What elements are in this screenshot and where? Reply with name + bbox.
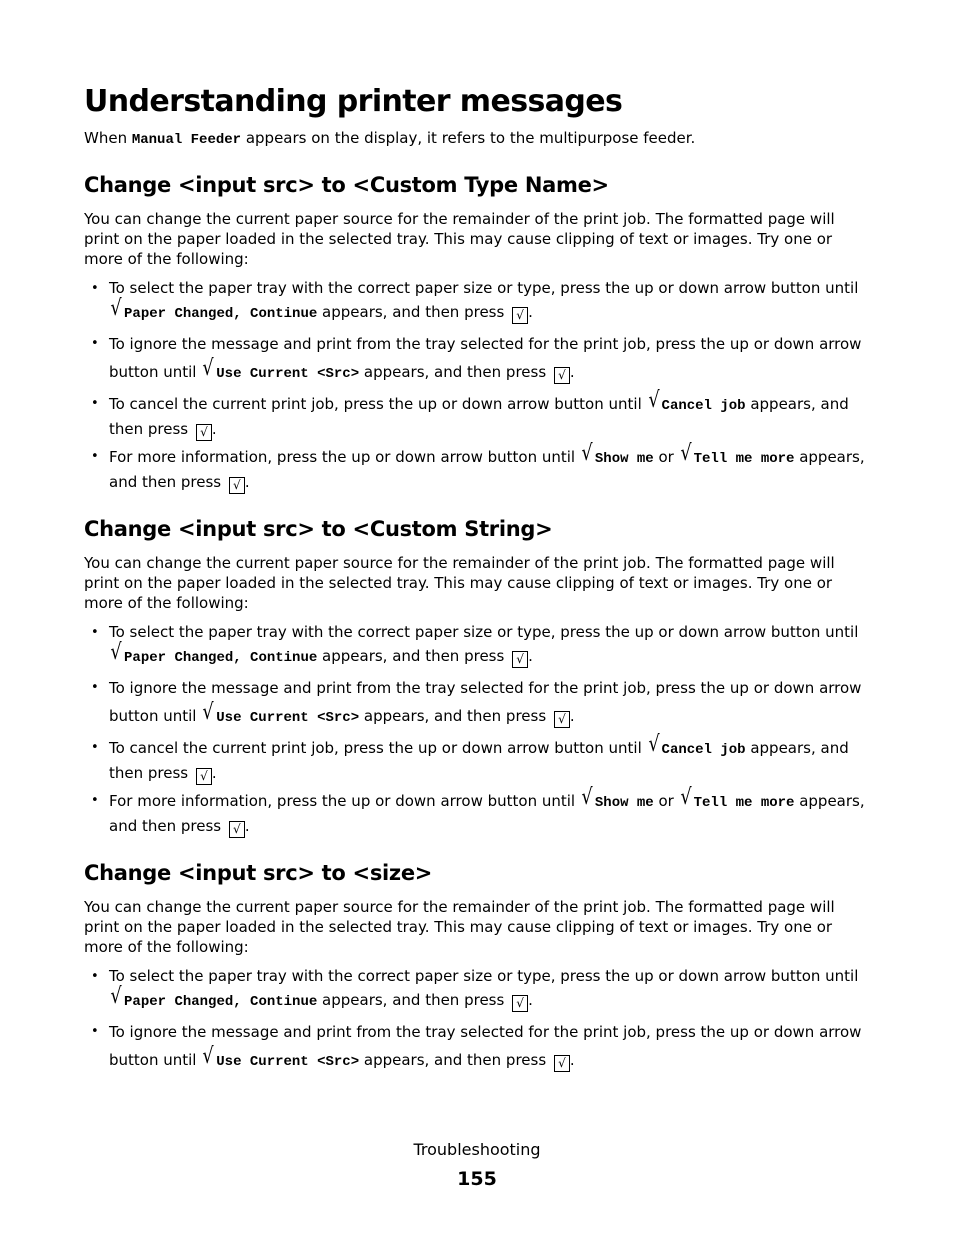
checkmark-icon: √ bbox=[647, 732, 660, 757]
select-button-icon: √ bbox=[554, 711, 570, 728]
section-heading-custom-string: Change <input src> to <Custom String> bbox=[84, 517, 553, 541]
bullet-icon: • bbox=[91, 336, 99, 351]
select-button-icon: √ bbox=[512, 995, 528, 1012]
checkmark-icon: √ bbox=[647, 388, 660, 413]
list-item: • For more information, press the up or down arrow button until √ Show me or √ Tell me more appears, and then press √ . bbox=[91, 785, 865, 836]
footer-section-label: Troubleshooting bbox=[413, 1140, 541, 1159]
page-title: Understanding printer messages bbox=[84, 84, 623, 119]
bullet-icon: • bbox=[91, 680, 99, 695]
list-item: • To cancel the current print job, press the up or down arrow button until √ Cancel job appears, and then press √ . bbox=[91, 388, 849, 439]
select-button-icon: √ bbox=[196, 424, 212, 441]
checkmark-icon: √ bbox=[679, 441, 692, 466]
checkmark-icon: √ bbox=[581, 785, 593, 810]
bullet-icon: • bbox=[91, 281, 99, 296]
bullet-list bbox=[84, 965, 874, 1076]
select-button-icon: √ bbox=[512, 307, 528, 324]
bullet-icon: • bbox=[91, 625, 99, 640]
checkmark-icon: √ bbox=[202, 700, 214, 725]
section-heading-custom-type-name: Change <input src> to <Custom Type Name> bbox=[84, 173, 609, 197]
bullet-icon: • bbox=[91, 740, 99, 755]
bullet-icon: • bbox=[91, 396, 99, 411]
bullet-icon: • bbox=[91, 449, 99, 464]
bullet-list bbox=[84, 277, 874, 494]
checkmark-icon: √ bbox=[110, 640, 122, 665]
intro-text: When Manual Feeder appears on the display, it refers to the multipurpose feeder. bbox=[84, 129, 696, 148]
list-item: • To ignore the message and print from the tray selected for the print job, press the up or down arrow button until √ Use Current <Src> appears, and then press √ . bbox=[84, 330, 874, 388]
select-button-icon: √ bbox=[229, 821, 245, 838]
bullet-icon: • bbox=[91, 969, 99, 984]
list-item: • To cancel the current print job, press the up or down arrow button until √ Cancel job appears, and then press √ . bbox=[91, 732, 849, 783]
select-button-icon: √ bbox=[512, 651, 528, 668]
checkmark-icon: √ bbox=[202, 1044, 214, 1069]
list-item: • To select the paper tray with the correct paper size or type, press the up or down arrow button until √ Paper Changed, Continue appears, and then press √ . bbox=[91, 967, 859, 1010]
list-item: • To select the paper tray with the correct paper size or type, press the up or down arrow button until √ Paper Changed, Continue appears, and then press √ . bbox=[91, 623, 859, 666]
checkmark-icon: √ bbox=[110, 296, 122, 321]
checkmark-icon: √ bbox=[679, 785, 692, 810]
select-button-icon: √ bbox=[196, 768, 212, 785]
select-button-icon: √ bbox=[554, 1055, 570, 1072]
list-item: • To select the paper tray with the correct paper size or type, press the up or down arrow button until √ Paper Changed, Continue appears, and then press √ . bbox=[91, 279, 859, 322]
section-paragraph: You can change the current paper source for the remainder of the print job. The formatted page will print on the paper loaded in the selected tray. This may cause clipping of text or images. Try one or more of the following: bbox=[84, 554, 835, 612]
checkmark-icon: √ bbox=[202, 356, 214, 381]
select-button-icon: √ bbox=[554, 367, 570, 384]
list-item: • To ignore the message and print from the tray selected for the print job, press the up or down arrow button until √ Use Current <Src> appears, and then press √ . bbox=[84, 1018, 874, 1076]
page-number: 155 bbox=[457, 1168, 497, 1190]
manual-feeder-code: Manual Feeder bbox=[131, 132, 242, 148]
checkmark-icon: √ bbox=[581, 441, 593, 466]
bullet-list bbox=[84, 621, 874, 838]
list-item: • For more information, press the up or down arrow button until √ Show me or √ Tell me more appears, and then press √ . bbox=[91, 441, 865, 492]
section-paragraph: You can change the current paper source for the remainder of the print job. The formatted page will print on the paper loaded in the selected tray. This may cause clipping of text or images. Try one or more of the following: bbox=[84, 898, 835, 956]
document-page bbox=[84, 84, 874, 1080]
bullet-icon: • bbox=[91, 1024, 99, 1039]
checkmark-icon: √ bbox=[110, 984, 122, 1009]
bullet-icon: • bbox=[91, 793, 99, 808]
select-button-icon: √ bbox=[229, 477, 245, 494]
section-paragraph: You can change the current paper source for the remainder of the print job. The formatted page will print on the paper loaded in the selected tray. This may cause clipping of text or images. Try one or more of the following: bbox=[84, 210, 835, 268]
list-item: • To ignore the message and print from the tray selected for the print job, press the up or down arrow button until √ Use Current <Src> appears, and then press √ . bbox=[84, 674, 874, 732]
section-heading-size: Change <input src> to <size> bbox=[84, 861, 433, 885]
